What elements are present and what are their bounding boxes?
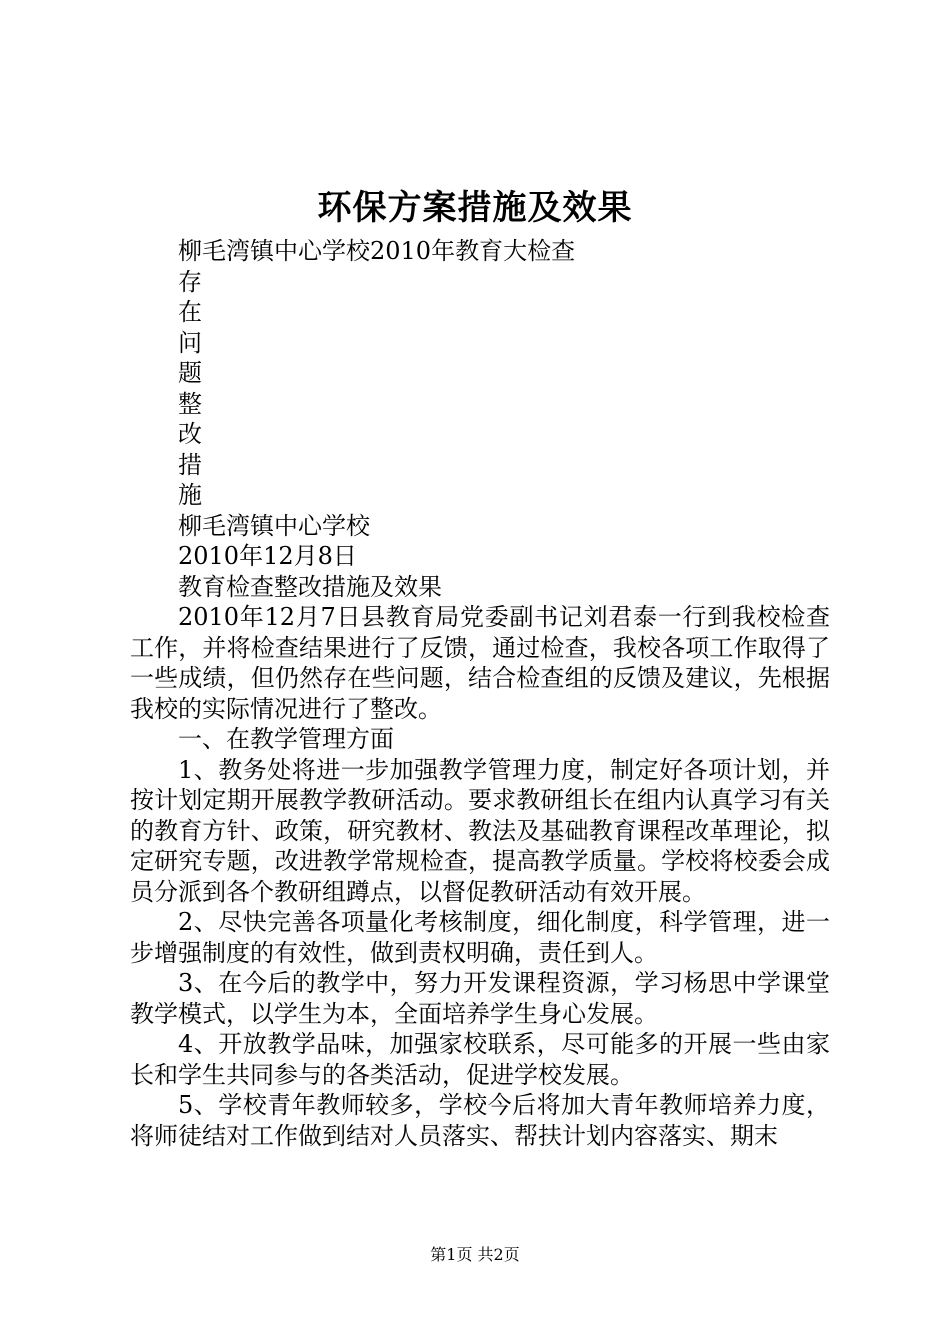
paragraph: 5、学校青年教师较多，学校今后将加大青年教师培养力度，将师徒结对工作做到结对人员落实、帮扶计划内容落实、期末 — [130, 1091, 830, 1150]
header-line: 整 — [178, 389, 202, 418]
header-line: 存 — [178, 267, 202, 296]
page-number-footer: 第1页 共2页 — [430, 1245, 520, 1264]
header-line: 柳毛湾镇中心学校 — [178, 511, 370, 540]
header-line: 在 — [178, 298, 202, 326]
document-title: 环保方案措施及效果 — [317, 188, 633, 228]
header-line: 施 — [178, 481, 202, 509]
header-line: 问 — [178, 328, 202, 357]
header-line: 措 — [178, 450, 202, 479]
paragraph: 2、尽快完善各项量化考核制度，细化制度，科学管理，进一步增强制度的有效性，做到责权明确，责任到人。 — [130, 908, 830, 967]
header-line: 题 — [178, 359, 202, 387]
paragraph: 3、在今后的教学中，努力开发课程资源，学习杨思中学课堂教学模式，以学生为本，全面培养学生身心发展。 — [130, 969, 830, 1028]
header-line: 改 — [178, 420, 202, 448]
paragraph: 2010年12月7日县教育局党委副书记刘君泰一行到我校检查工作，并将检查结果进行了反馈，通过检查，我校各项工作取得了一些成绩，但仍然存在些问题，结合检查组的反馈及建议，先根据我校的实际情况进行了整改。 — [130, 603, 830, 723]
paragraph: 4、开放教学品味，加强家校联系，尽可能多的开展一些由家长和学生共同参与的各类活动，促进学校发展。 — [130, 1030, 830, 1089]
section-heading: 一、在教学管理方面 — [178, 725, 394, 753]
document-body — [130, 236, 830, 1151]
paragraph: 1、教务处将进一步加强教学管理力度，制定好各项计划，并按计划定期开展教学教研活动。要求教研组长在组内认真学习有关的教育方针、政策，研究教材、教法及基础教育课程改革理论，拟定研究专题，改进教学常规检查，提高教学质量。学校将校委会成员分派到各个教研组蹲点，以督促教研活动有效开展。 — [130, 755, 830, 906]
header-line: 柳毛湾镇中心学校2010年教育大检查 — [178, 237, 576, 265]
header-line: 2010年12月8日 — [178, 542, 357, 570]
header-line: 教育检查整改措施及效果 — [178, 572, 442, 601]
